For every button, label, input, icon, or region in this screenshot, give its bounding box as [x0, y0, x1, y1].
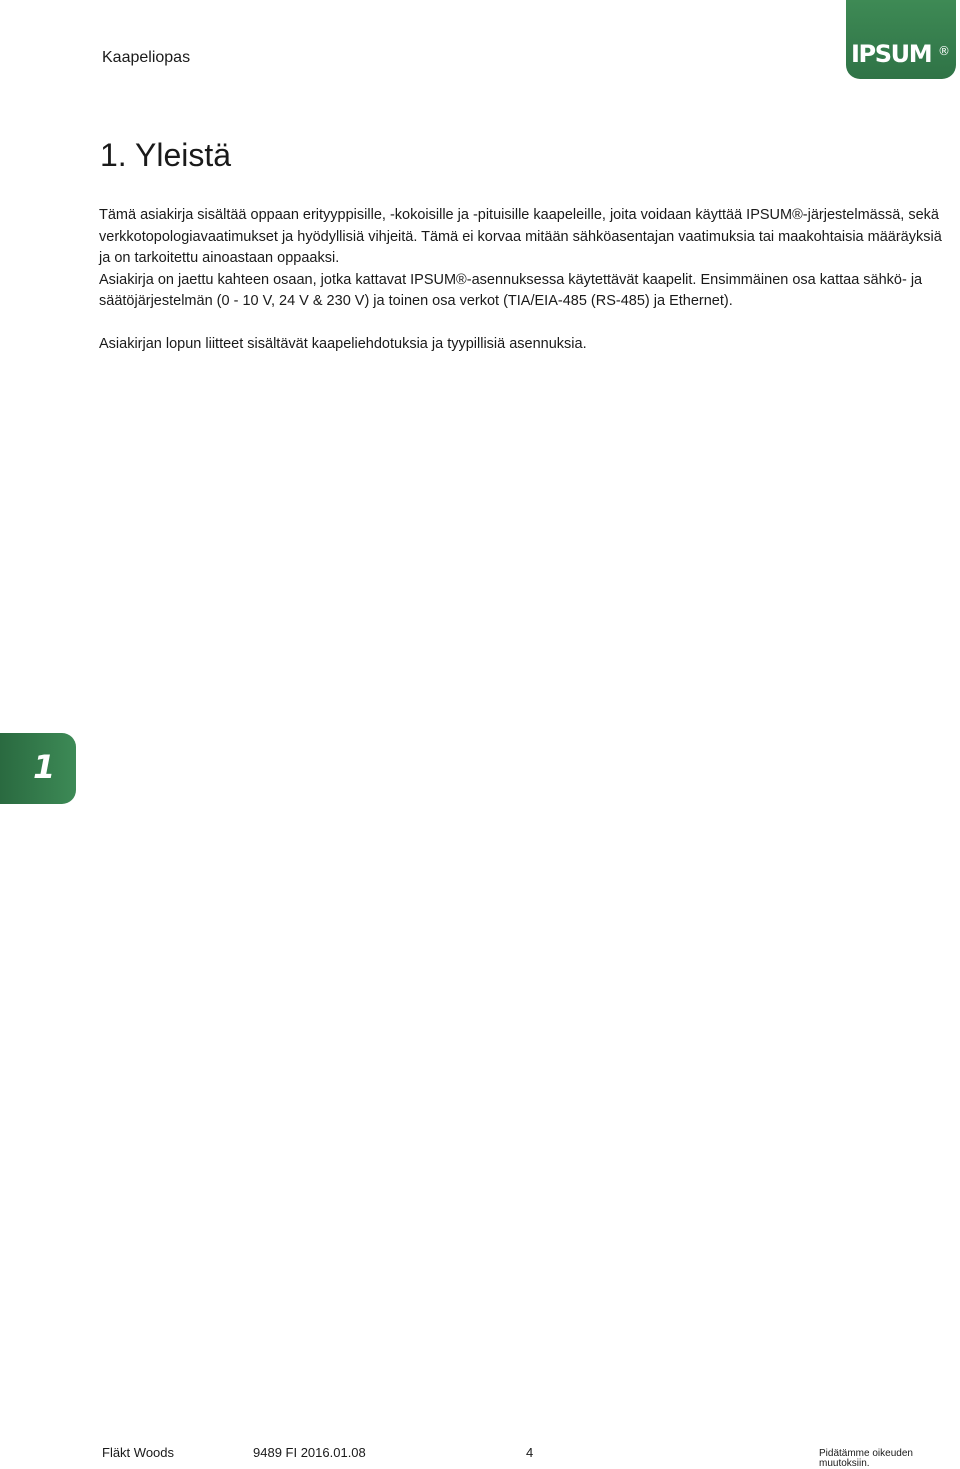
- paragraph-appendix: Asiakirjan lopun liitteet sisältävät kaapeliehdotuksia ja tyypillisiä asennuksia.: [99, 335, 587, 352]
- footer-company: Fläkt Woods: [102, 1445, 175, 1460]
- paragraph-intro: Tämä asiakirja sisältää oppaan erityyppisille, -kokoisille ja -pituisille kaapeleille, joita voidaan käyttää IPSUM®-järjestelmässä, sekä verkkotopologiavaatimukset ja hyödyllisiä vihjeitä. Tämä ei korvaa mitään sähköasentajan vaatimuksia tai maakohtaisia määräyksiä ja on tarkoitettu ainoastaan oppaaksi.: [99, 207, 942, 266]
- section-body: [99, 205, 944, 355]
- ipsum-logo: [846, 0, 956, 79]
- chapter-number: 1: [33, 748, 56, 786]
- chapter-tab: [0, 733, 76, 804]
- registered-mark: ®: [938, 44, 950, 58]
- footer-disclaimer: Pidätämme oikeuden muutoksiin.: [819, 1448, 913, 1469]
- document-title: Kaapeliopas: [102, 49, 191, 66]
- footer-page-number: 4: [526, 1445, 534, 1460]
- section-heading: 1. Yleistä: [100, 137, 232, 173]
- logo-wordmark: IPSUM: [851, 40, 932, 68]
- footer-document-id: 9489 FI 2016.01.08: [253, 1445, 366, 1460]
- paragraph-structure: Asiakirja on jaettu kahteen osaan, jotka kattavat IPSUM®-asennuksessa käytettävät kaapelit. Ensimmäinen osa kattaa sähkö- ja säätöjärjestelmän (0 - 10 V, 24 V & 230 V) ja toinen osa verkot (TIA/EIA-485 (RS-485) ja Ethernet).: [99, 271, 923, 309]
